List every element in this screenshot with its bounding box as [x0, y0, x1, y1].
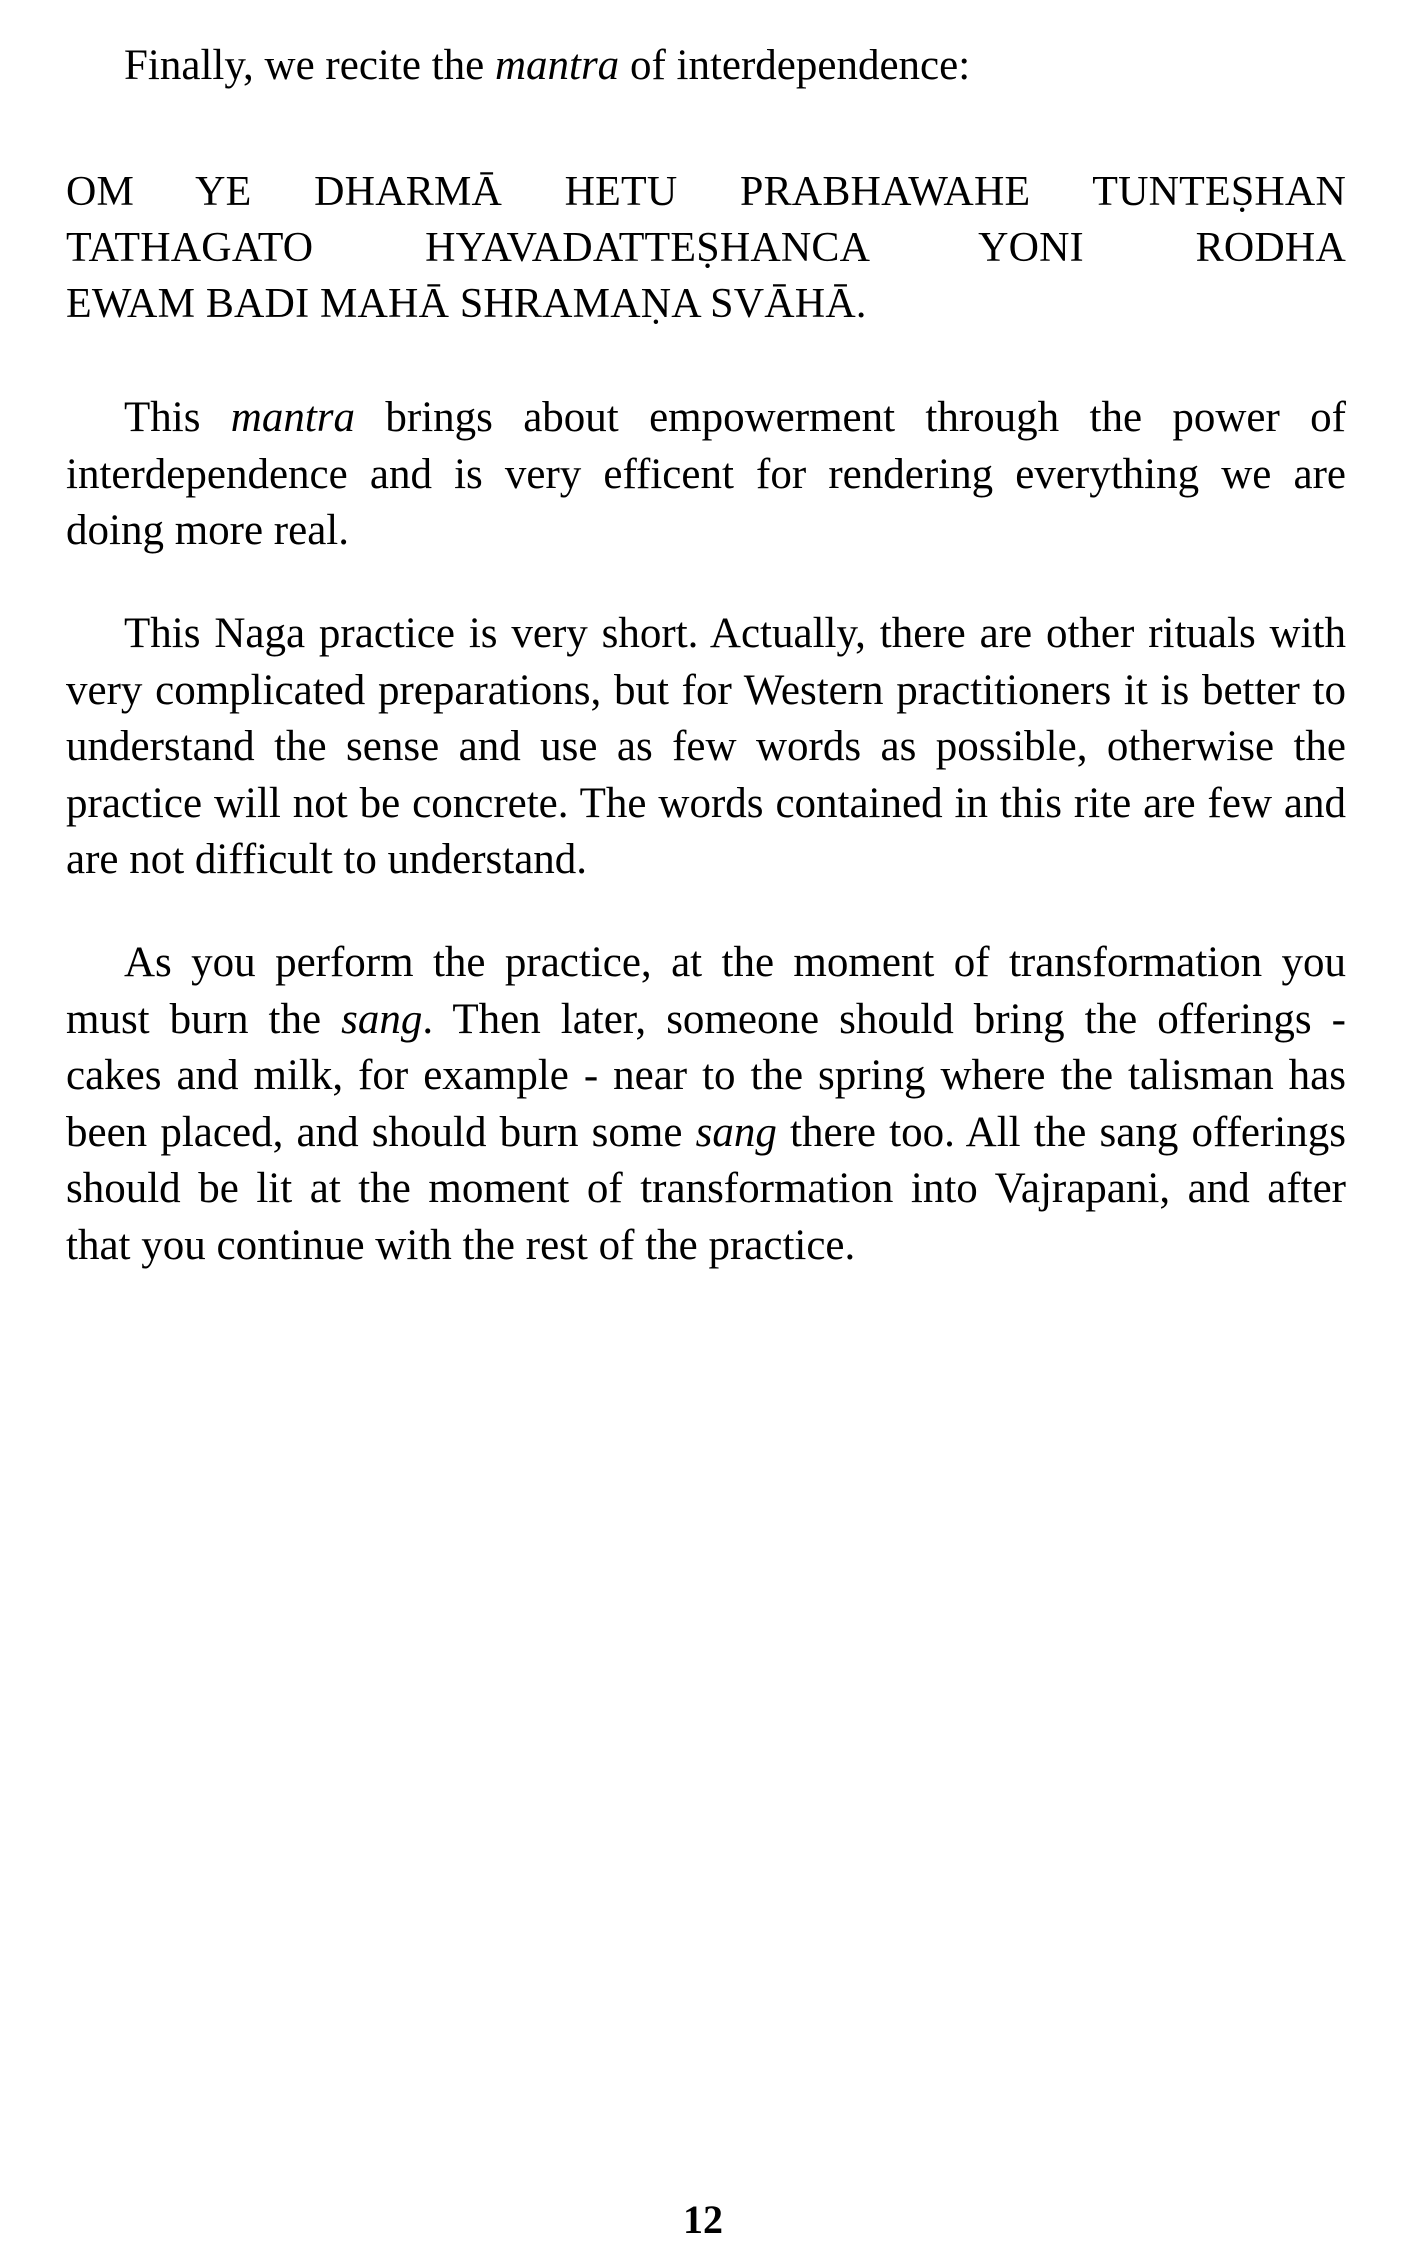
paragraph-2-text: This Naga practice is very short. Actually, there are other rituals with very complicated preparations, but for Western practitioners it is better to understand the sense and use as few words as possible, otherwise the practice will not be concrete. The words contained in this rite are few and are not difficult to understand. — [66, 610, 1346, 883]
page-number: 12 — [683, 2197, 723, 2242]
paragraph-mantra-explanation — [66, 390, 1346, 560]
mantra-line-3: EWAM BADI MAHĀ SHRAMAṆA SVĀHĀ. — [66, 281, 867, 327]
paragraph-3-part-2: . Then later, someone should bring the offerings - cakes and milk, for example - near to the spring where the talisman has been placed, and should burn some — [66, 995, 1346, 1156]
intro-italic-word: mantra — [494, 42, 620, 89]
paragraph-1-before: This — [124, 394, 231, 441]
intro-text-after: of interdependence: — [619, 42, 971, 89]
paragraph-3-part-1: As you perform the practice, at the moment of transformation you must burn the — [66, 939, 1346, 1043]
paragraph-3-part-3: there too. All the sang offerings should be lit at the moment of transformation into Vajrapani, and after that you continue with the rest of the practice. — [66, 1108, 1346, 1269]
intro-sentence — [66, 38, 1346, 95]
mantra-line-1: OM YE DHARMĀ HETU PRABHAWAHE TUNTEṢHAN — [66, 169, 1346, 215]
paragraph-3-italic-2: sang — [695, 1108, 777, 1156]
mantra-block — [66, 164, 1346, 332]
paragraph-1-after: brings about empowerment through the power of interdependence and is very efficent for rendering everything we are doing more real. — [66, 394, 1347, 554]
mantra-line-2: TATHAGATO HYAVADATTEṢHANCA YONI RODHA — [66, 225, 1346, 271]
paragraph-naga-practice — [66, 606, 1346, 889]
intro-text-before: Finally, we recite the — [124, 42, 495, 89]
paragraph-1-italic: mantra — [230, 394, 356, 441]
paragraph-transformation — [66, 935, 1346, 1274]
paragraph-3-italic-1: sang — [341, 995, 423, 1043]
